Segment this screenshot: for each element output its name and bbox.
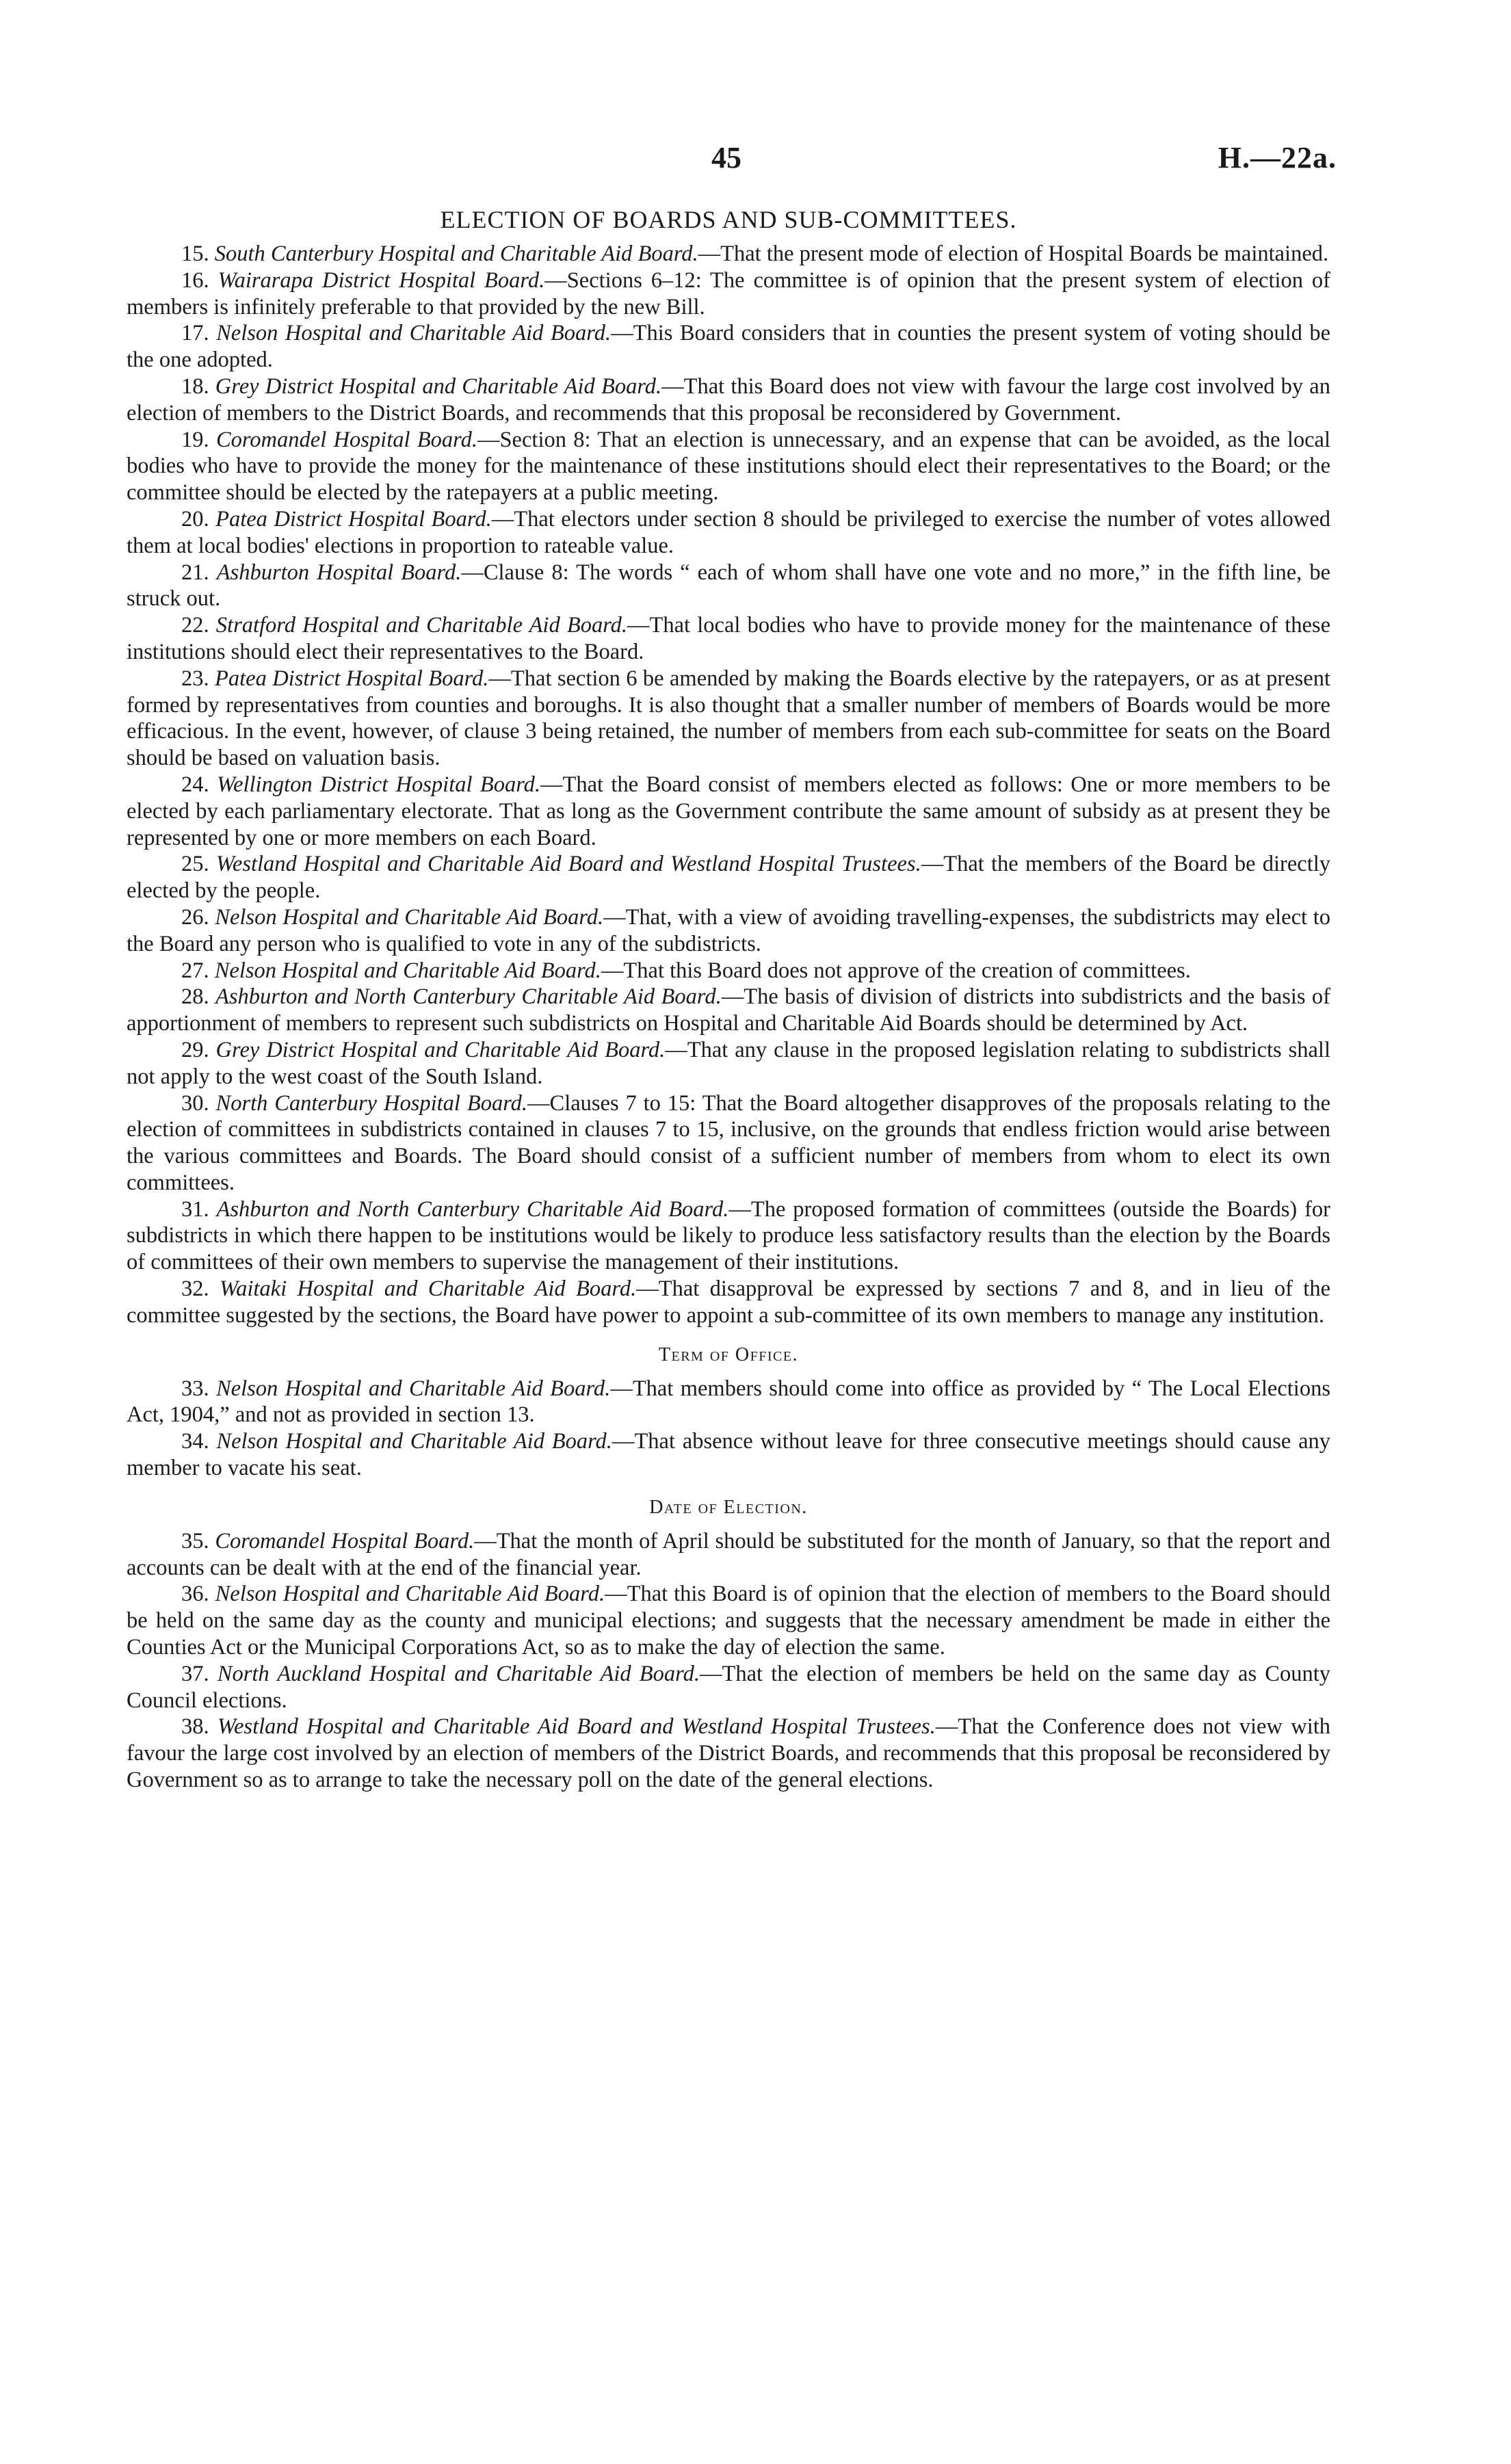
resolution-text: —This Board considers that in counties the present system of voting should be the one adopted. (127, 321, 1331, 373)
page-header (0, 140, 1511, 181)
board-name: Patea District Hospital Board. (215, 666, 489, 691)
board-name: Westland Hospital and Charitable Aid Board and Westland Hospital Trustees. (215, 852, 921, 877)
board-name: North Canterbury Hospital Board. (215, 1090, 528, 1116)
resolution-paragraph (127, 1428, 1330, 1482)
resolution-text: —That this Board does not view with favour the large cost involved by an election of members to the District Boards, and recommends that this proposal be reconsidered by Government. (127, 373, 1330, 425)
resolution-text: —That electors under section 8 should be privileged to exercise the number of votes allowed them at local bodies' elections in proportion to rateable value. (127, 506, 1331, 558)
resolution-text: —The basis of division of districts into subdistricts and the basis of apportionment of members to represent such subdistricts on Hospital and Charitable Aid Boards should be determined by Act. (127, 984, 1331, 1036)
resolution-text: —That section 6 be amended by making the Boards elective by the ratepayers, or as at present formed by representatives from counties and boroughs. It is also thought that a smaller number of members of Boards would be more efficacious. In the event, however, of clause 3 being retained, the number of members from each sub-committee for seats on the Board should be based on valuation basis. (127, 666, 1331, 771)
resolution-number: 21. (181, 560, 209, 585)
resolution-paragraph (127, 506, 1330, 560)
subheading-term-of-office: Term of Office. (658, 1344, 799, 1365)
resolution-number: 24. (181, 772, 209, 797)
board-name: Coromandel Hospital Board. (215, 427, 477, 452)
resolution-text: —Section 8: That an election is unnecessary, and an expense that can be avoided, as the local bodies who have to provide the money for the maintenance of these institutions should elect their representatives to the Board; or the committee should be elected by the ratepayers at a public meeting. (127, 427, 1330, 506)
resolution-paragraph (127, 1661, 1330, 1714)
resolution-paragraph (127, 320, 1330, 373)
board-name: Westland Hospital and Charitable Aid Board and Westland Hospital Trustees. (217, 1714, 936, 1740)
document-reference: H.—22a. (1218, 141, 1337, 174)
resolution-number: 27. (181, 958, 209, 983)
board-name: Patea District Hospital Board. (215, 506, 492, 532)
resolution-paragraph (127, 984, 1330, 1037)
document-body (127, 205, 1330, 1794)
resolution-paragraph (127, 427, 1330, 506)
resolution-text: —Sections 6–12: The committee is of opinion that the present system of election of members is infinitely preferable to that provided by the new Bill. (127, 267, 1330, 319)
resolution-text: —That the Board consist of members elected as follows: One or more members to be elected by each parliamentary electorate. That as long as the Government contribute the same amount of subsidy as at present they be represented by one or more members on each Board. (127, 772, 1330, 850)
resolution-text: —That members should come into office as provided by “ The Local Elections Act, 1904,” and not as provided in section 13. (127, 1376, 1330, 1428)
resolution-number: 35. (181, 1528, 209, 1554)
board-name: Ashburton and North Canterbury Charitable Aid Board. (215, 984, 722, 1010)
resolution-text: —That this Board does not approve of the creation of committees. (601, 958, 1191, 983)
resolution-number: 17. (181, 321, 209, 346)
resolution-number: 23. (181, 666, 209, 691)
resolution-paragraph (127, 1090, 1330, 1196)
resolution-paragraph (127, 1196, 1330, 1276)
resolution-paragraph (127, 1276, 1330, 1329)
term-resolutions (127, 1376, 1330, 1482)
resolution-number: 30. (181, 1090, 209, 1116)
resolution-number: 32. (181, 1276, 209, 1302)
resolution-paragraph (127, 560, 1330, 613)
resolution-text: —That the members of the Board be directly elected by the people. (127, 852, 1331, 904)
resolution-paragraph (127, 373, 1330, 427)
resolution-paragraph (127, 772, 1330, 851)
resolution-number: 26. (181, 904, 209, 930)
resolution-paragraph (127, 958, 1330, 984)
resolution-text: —That, with a view of avoiding travelling-expenses, the subdistricts may elect to the Board any person who is qualified to vote in any of the subdistricts. (127, 904, 1331, 956)
resolution-paragraph (127, 1581, 1330, 1660)
resolution-text: —That absence without leave for three consecutive meetings should cause any member to vacate his seat. (127, 1429, 1331, 1481)
resolution-number: 20. (181, 506, 209, 532)
board-name: Nelson Hospital and Charitable Aid Board. (214, 958, 601, 983)
resolution-text: —That the Conference does not view with favour the large cost involved by an election of members of the District Boards, and recommends that this proposal be reconsidered by Government so as to arrange to take the necessary poll on the date of the general elections. (127, 1714, 1331, 1793)
resolution-text: —That the present mode of election of Hospital Boards be maintained. (698, 241, 1329, 266)
resolution-number: 22. (181, 613, 209, 638)
resolution-paragraph (127, 666, 1330, 772)
board-name: Wairarapa District Hospital Board. (218, 267, 545, 293)
board-name: South Canterbury Hospital and Charitable Aid Board. (214, 241, 698, 266)
resolution-number: 38. (181, 1714, 209, 1740)
resolution-number: 15. (181, 241, 209, 266)
board-name: North Auckland Hospital and Charitable Aid Board. (217, 1661, 700, 1686)
resolution-paragraph (127, 1528, 1330, 1582)
resolution-text: —That the election of members be held on the same day as County Council elections. (127, 1661, 1330, 1713)
election-resolutions (127, 241, 1330, 1329)
resolution-number: 33. (181, 1376, 209, 1401)
subheading-date-of-election: Date of Election. (649, 1496, 808, 1518)
board-name: Ashburton and North Canterbury Charitable Aid Board. (216, 1196, 729, 1222)
resolution-text: —That this Board is of opinion that the election of members to the Board should be held on the same day as the county and municipal elections; and suggests that the necessary amendment be made in either the Counties Act or the Municipal Corporations Act, so as to make the day of election the same. (127, 1582, 1331, 1660)
resolution-paragraph (127, 904, 1330, 958)
resolution-text: —Clauses 7 to 15: That the Board altogether disapproves of the proposals relating to the election of committees in subdistricts contained in clauses 7 to 15, inclusive, on the grounds that endless friction would arise between the various committees and Boards. The Board should consist of a sufficient number of members from whom to elect its own committees. (127, 1090, 1330, 1195)
board-name: Grey District Hospital and Charitable Aid Board. (215, 373, 662, 399)
resolution-text: —That the month of April should be substituted for the month of January, so that the report and accounts can be dealt with at the end of the financial year. (127, 1528, 1330, 1580)
resolution-number: 31. (181, 1196, 209, 1222)
resolution-number: 16. (181, 267, 209, 293)
resolution-number: 18. (181, 373, 209, 399)
resolution-number: 29. (181, 1037, 209, 1062)
section-title: ELECTION OF BOARDS AND SUB-COMMITTEES. (440, 206, 1017, 233)
board-name: Nelson Hospital and Charitable Aid Board. (215, 1376, 611, 1401)
resolution-number: 19. (181, 427, 209, 452)
resolution-paragraph (127, 1376, 1330, 1429)
board-name: Wellington District Hospital Board. (216, 772, 541, 797)
resolution-paragraph (127, 1714, 1330, 1793)
resolution-paragraph (127, 241, 1330, 267)
resolution-number: 36. (181, 1582, 209, 1607)
board-name: Waitaki Hospital and Charitable Aid Board. (220, 1276, 637, 1302)
resolution-number: 28. (181, 984, 209, 1010)
resolution-paragraph (127, 612, 1330, 666)
resolution-text: —That local bodies who have to provide money for the maintenance of these institutions should elect their representatives to the Board. (127, 613, 1331, 664)
resolution-paragraph (127, 851, 1330, 904)
board-name: Nelson Hospital and Charitable Aid Board. (215, 904, 604, 930)
resolution-number: 25. (181, 852, 209, 877)
resolution-text: —Clause 8: The words “ each of whom shall have one vote and no more,” in the fifth line, be struck out. (127, 560, 1330, 612)
board-name: Coromandel Hospital Board. (215, 1528, 475, 1554)
resolution-text: —That disapproval be expressed by sections 7 and 8, and in lieu of the committee suggested by the sections, the Board have power to appoint a sub-committee of its own members to manage any institution. (127, 1276, 1330, 1328)
board-name: Stratford Hospital and Charitable Aid Board. (215, 613, 628, 638)
resolution-number: 37. (181, 1661, 209, 1686)
resolution-text: —That any clause in the proposed legislation relating to subdistricts shall not apply to the west coast of the South Island. (127, 1037, 1330, 1089)
board-name: Grey District Hospital and Charitable Aid Board. (215, 1037, 666, 1062)
date-resolutions (127, 1528, 1330, 1794)
resolution-paragraph (127, 267, 1330, 321)
resolution-text: —The proposed formation of committees (outside the Boards) for subdistricts in which there happen to be institutions would be likely to produce less satisfactory results than the election by the Boards of committees of their own members to supervise the management of their institutions. (127, 1196, 1331, 1275)
resolution-number: 34. (181, 1429, 209, 1454)
resolution-paragraph (127, 1037, 1330, 1090)
page-number: 45 (711, 141, 741, 174)
board-name: Nelson Hospital and Charitable Aid Board. (216, 1429, 612, 1454)
board-name: Nelson Hospital and Charitable Aid Board. (216, 321, 612, 346)
board-name: Ashburton Hospital Board. (216, 560, 462, 585)
board-name: Nelson Hospital and Charitable Aid Board. (215, 1582, 605, 1607)
